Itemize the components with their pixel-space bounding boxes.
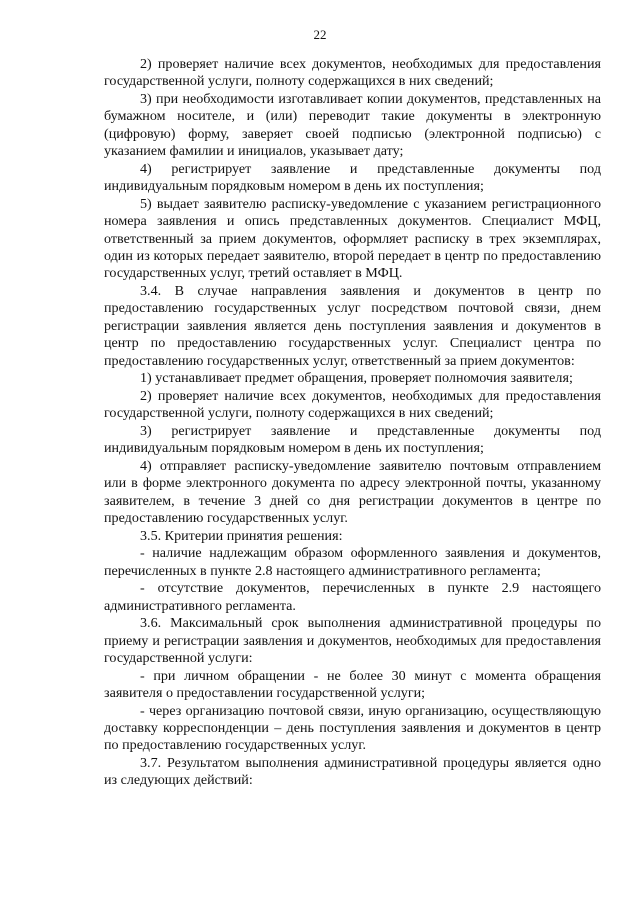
paragraph: 3.5. Критерии принятия решения: <box>140 527 343 544</box>
paragraph: 1) устанавливает предмет обращения, проверяет полномочия заявителя; <box>140 370 573 387</box>
paragraph: 2) проверяет наличие всех документов, необходимых для предоставления государственной услуги, полноту содержащихся в них сведений; <box>104 387 601 422</box>
paragraph: 4) регистрирует заявление и представленные документы под индивидуальным порядковым номером в день их поступления; <box>104 160 601 195</box>
paragraph: 3) регистрирует заявление и представленные документы под индивидуальным порядковым номером в день их поступления; <box>104 422 601 457</box>
paragraph: 3) при необходимости изготавливает копии документов, представленных на бумажном носителе, и (или) переводит такие документы в электронную (цифровую) форму, заверяет своей подписью (электронной подписью) с указанием фамилии и инициалов, указывает дату; <box>104 91 601 160</box>
paragraph: 5) выдает заявителю расписку-уведомление с указанием регистрационного номера заявления и опись представленных документов. Специалист МФЦ, ответственный за прием документов, оформляет расписку в трех экземплярах, один из которых передает заявителю, второй передает в центр по предоставлению государственных услуг, третий оставляет в МФЦ. <box>104 195 601 282</box>
paragraph: - при личном обращении - не более 30 минут с момента обращения заявителя о предоставлении государственной услуги; <box>104 667 601 702</box>
paragraph: 2) проверяет наличие всех документов, необходимых для предоставления государственной услуги, полноту содержащихся в них сведений; <box>104 56 601 90</box>
paragraph: 4) отправляет расписку-уведомление заявителю почтовым отправлением или в форме электронного документа по адресу электронной почты, указанному заявителем, в течение 3 дней со дня регистрации документов в центре по предоставлению государственных услуг. <box>104 457 601 527</box>
paragraph: 3.7. Результатом выполнения административной процедуры является одно из следующих действий: <box>104 755 601 789</box>
document-body <box>104 56 601 790</box>
paragraph: - отсутствие документов, перечисленных в пункте 2.9 настоящего административного регламента. <box>104 580 601 614</box>
paragraph: - через организацию почтовой связи, иную организацию, осуществляющую доставку корреспонденции – день поступления заявления и документов в центр по предоставлению государственных услуг. <box>104 702 601 754</box>
paragraph: 3.4. В случае направления заявления и документов в центр по предоставлению государственных услуг посредством почтовой связи, днем регистрации заявления является день поступления заявления и документов в центр по предоставлению государственных услуг. Специалист центра по предоставлению государственных услуг, ответственный за прием документов: <box>104 283 601 369</box>
paragraph: 3.6. Максимальный срок выполнения административной процедуры по приему и регистрации заявления и документов, необходимых для предоставления государственной услуги: <box>104 615 601 667</box>
page-number: 22 <box>313 27 327 42</box>
paragraph: - наличие надлежащим образом оформленного заявления и документов, перечисленных в пункте 2.8 настоящего административного регламента; <box>104 545 601 579</box>
